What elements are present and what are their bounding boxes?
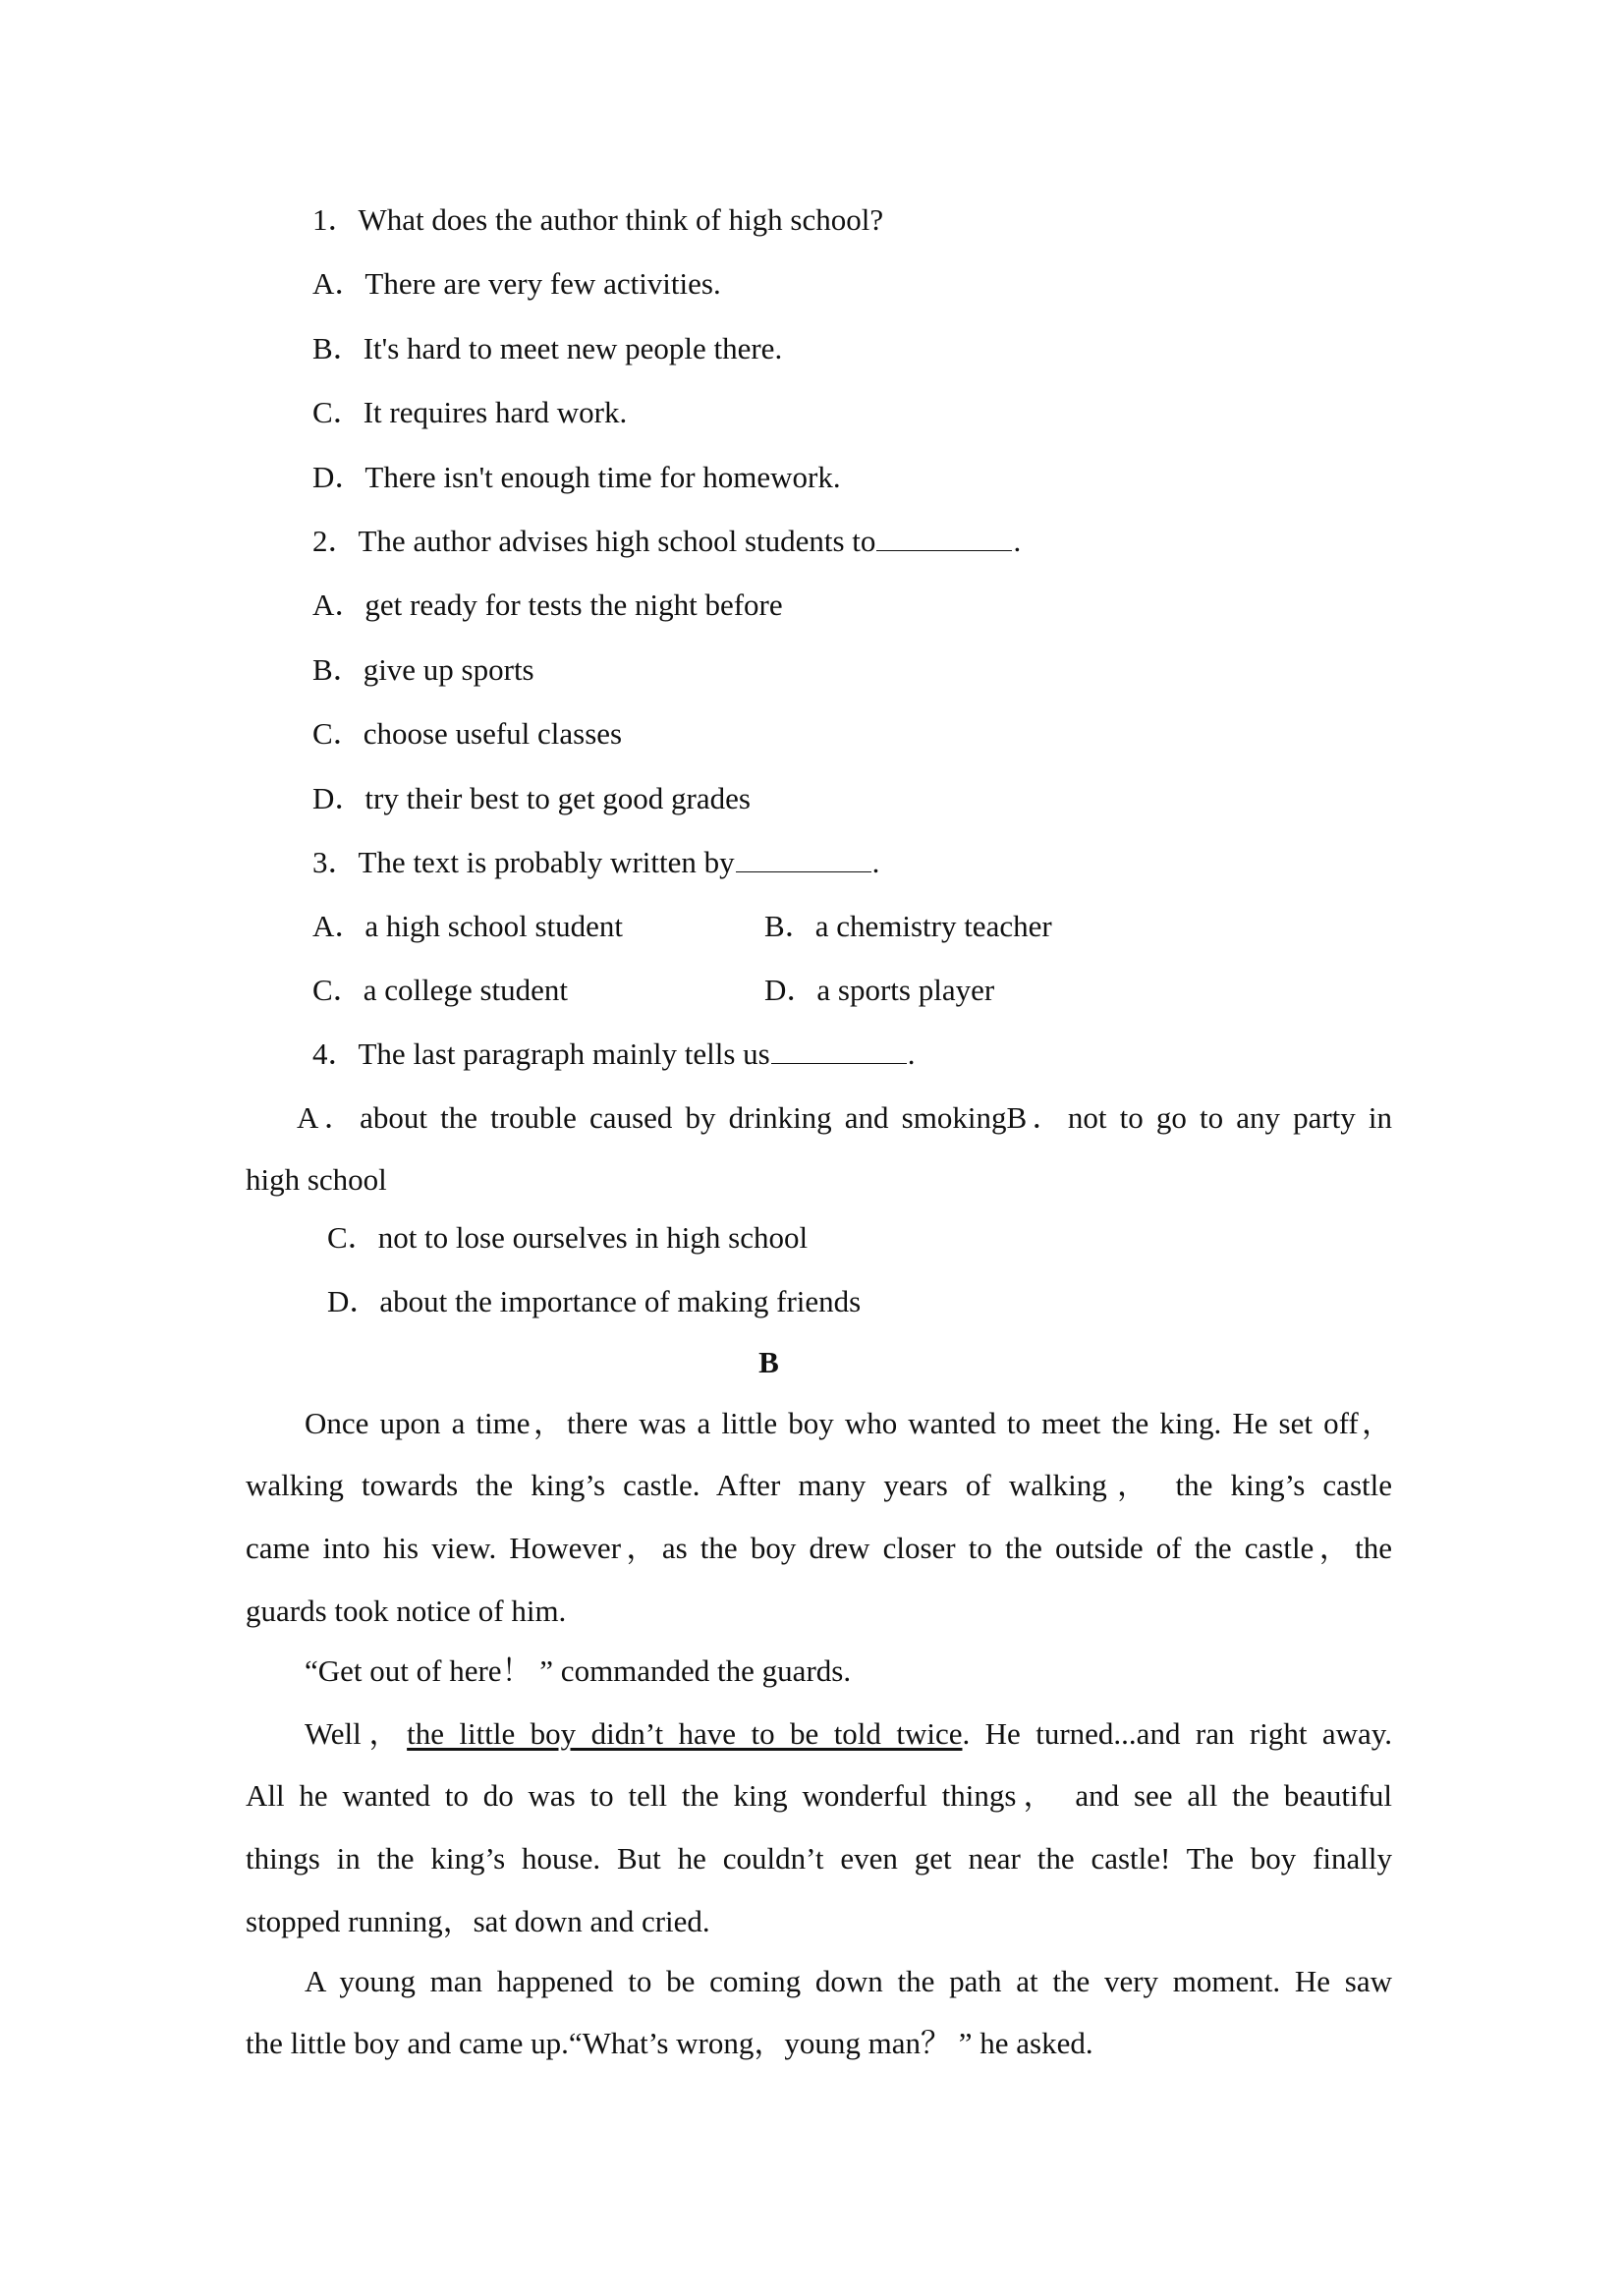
q4-option-a-b: A．about the trouble caused by drinking and smokingB．not to go to any party in <box>297 1100 1393 1135</box>
question-text: What does the author think of high school? <box>358 202 884 237</box>
question-1 <box>312 200 883 240</box>
q4-option-d: D．about the importance of making friends <box>327 1284 862 1318</box>
q2-option-b: B．give up sports <box>312 652 534 687</box>
passage-p4-line1: A young man happened to be coming down the path at the very moment. He saw <box>305 1964 1392 1998</box>
question-number: 4． <box>312 1036 359 1071</box>
passage-p4-line2: the little boy and came up.“What’s wrong，young man？ ” he asked. <box>246 2026 1093 2060</box>
q3-option-c: C．a college student <box>312 973 568 1007</box>
passage-p3-line3: things in the king’s house. But he couldn’t even get near the castle! The boy finally <box>246 1841 1392 1876</box>
question-4: 4．The last paragraph mainly tells us . <box>312 1036 916 1071</box>
question-text: The text is probably written by <box>358 845 735 879</box>
question-number: 2． <box>312 524 359 558</box>
q1-option-c: C．It requires hard work. <box>312 395 628 429</box>
answer-blank <box>736 848 871 872</box>
question-text: The author advises high school students to <box>358 524 876 558</box>
q2-option-a: A．get ready for tests the night before <box>312 588 783 622</box>
q4-option-c: C．not to lose ourselves in high school <box>327 1220 809 1255</box>
passage-p1-line4: guards took notice of him. <box>246 1594 567 1628</box>
q2-option-c: C．choose useful classes <box>312 716 623 751</box>
passage-p1-line2: walking towards the king’s castle. After many years of walking， the king’s castle <box>246 1468 1392 1502</box>
underlined-phrase: the little boy didn’t have to be told twice <box>407 1716 963 1751</box>
q3-option-b: B．a chemistry teacher <box>764 909 1052 943</box>
answer-blank <box>876 527 1012 551</box>
passage-p1-line1: Once upon a time，there was a little boy who wanted to meet the king. He set off， <box>305 1406 1392 1440</box>
q1-option-b: B．It's hard to meet new people there. <box>312 331 783 365</box>
passage-p3-line4: stopped running，sat down and cried. <box>246 1904 710 1938</box>
section-heading: B <box>758 1345 779 1379</box>
question-text: The last paragraph mainly tells us <box>358 1036 770 1071</box>
q1-option-d: D．There isn't enough time for homework. <box>312 460 841 494</box>
q2-option-d: D．try their best to get good grades <box>312 781 751 815</box>
q4-option-b-continued: high school <box>246 1162 387 1197</box>
passage-p2: “Get out of here！ ” commanded the guards. <box>305 1653 852 1688</box>
passage-p1-line3: came into his view. However，as the boy drew closer to the outside of the castle，the <box>246 1531 1392 1565</box>
passage-p3-line1: Well，the little boy didn’t have to be told twice. He turned...and ran right away. <box>305 1716 1393 1751</box>
q1-option-a: A．There are very few activities. <box>312 266 721 301</box>
q3-option-a: A．a high school student <box>312 909 623 943</box>
q3-option-d: D．a sports player <box>764 973 995 1007</box>
passage-p3-line2: All he wanted to do was to tell the king wonderful things， and see all the beautiful <box>246 1778 1392 1813</box>
answer-blank <box>771 1039 907 1064</box>
question-number: 1． <box>312 202 359 237</box>
question-number: 3． <box>312 845 359 879</box>
question-3: 3．The text is probably written by . <box>312 845 880 879</box>
question-2: 2．The author advises high school students to . <box>312 524 1022 558</box>
